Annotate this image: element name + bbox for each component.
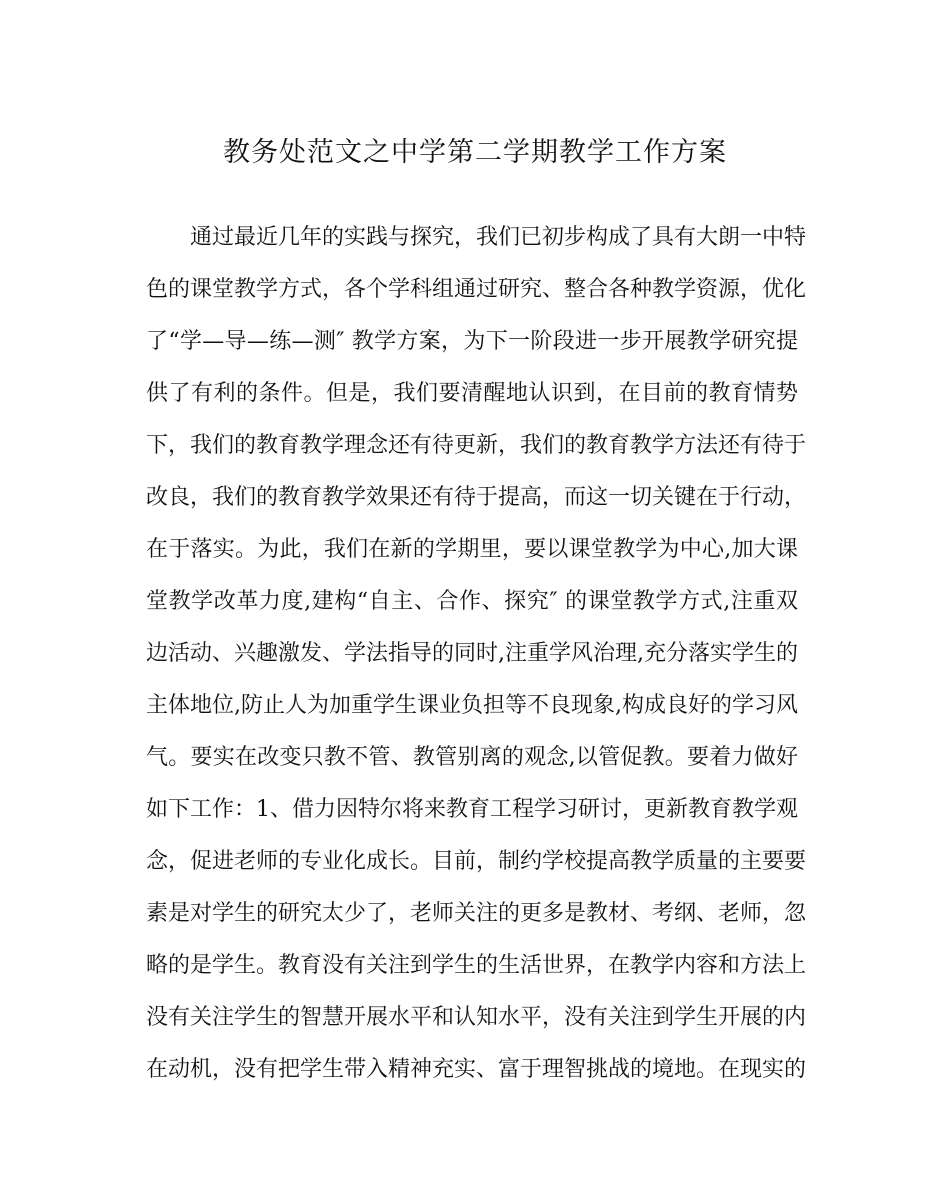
- paragraph-line: 改良，我们的教育教学效果还有待于提高，而这一切关键在于行动，: [146, 485, 807, 510]
- document-title: 教务处范文之中学第二学期教学工作方案: [223, 137, 727, 168]
- paragraph-line: 主体地位,防止人为加重学生课业负担等不良现象,构成良好的学习风: [146, 693, 798, 718]
- paragraph-line: 下，我们的教育教学理念还有待更新，我们的教育教学方法还有待于: [146, 433, 807, 458]
- paragraph-line: 色的课堂教学方式，各个学科组通过研究、整合各种教学资源，优化: [146, 277, 807, 302]
- paragraph-line: 略的是学生。教育没有关注到学生的生活世界，在教学内容和方法上: [146, 953, 807, 978]
- paragraph-line: 通过最近几年的实践与探究，我们已初步构成了具有大朗一中特: [190, 225, 807, 250]
- paragraph-line: 在于落实。为此，我们在新的学期里，要以课堂教学为中心,加大课: [146, 537, 798, 562]
- paragraph-line: 念，促进老师的专业化成长。目前，制约学校提高教学质量的主要要: [146, 849, 807, 874]
- paragraph-line: 了“学—导—练—测″ 教学方案，为下一阶段进一步开展教学研究提: [146, 329, 798, 354]
- paragraph-line: 气。要实在改变只教不管、教管别离的观念,以管促教。要着力做好: [146, 745, 798, 770]
- paragraph-line: 供了有利的条件。但是，我们要清醒地认识到，在目前的教育情势: [146, 381, 798, 406]
- paragraph-line: 没有关注学生的智慧开展水平和认知水平，没有关注到学生开展的内: [146, 1005, 807, 1030]
- paragraph-line: 如下工作：1、借力因特尔将来教育工程学习研讨，更新教育教学观: [146, 797, 798, 822]
- document-body: [146, 212, 806, 1096]
- paragraph-line: 素是对学生的研究太少了，老师关注的更多是教材、考纲、老师，忽: [146, 901, 807, 926]
- paragraph-line: 在动机，没有把学生带入精神充实、富于理智挑战的境地。在现实的: [146, 1057, 807, 1082]
- paragraph-line: 堂教学改革力度,建构“自主、合作、探究″ 的课堂教学方式,注重双: [146, 589, 798, 614]
- paragraph-line: 边活动、兴趣激发、学法指导的同时,注重学风治理,充分落实学生的: [146, 641, 798, 666]
